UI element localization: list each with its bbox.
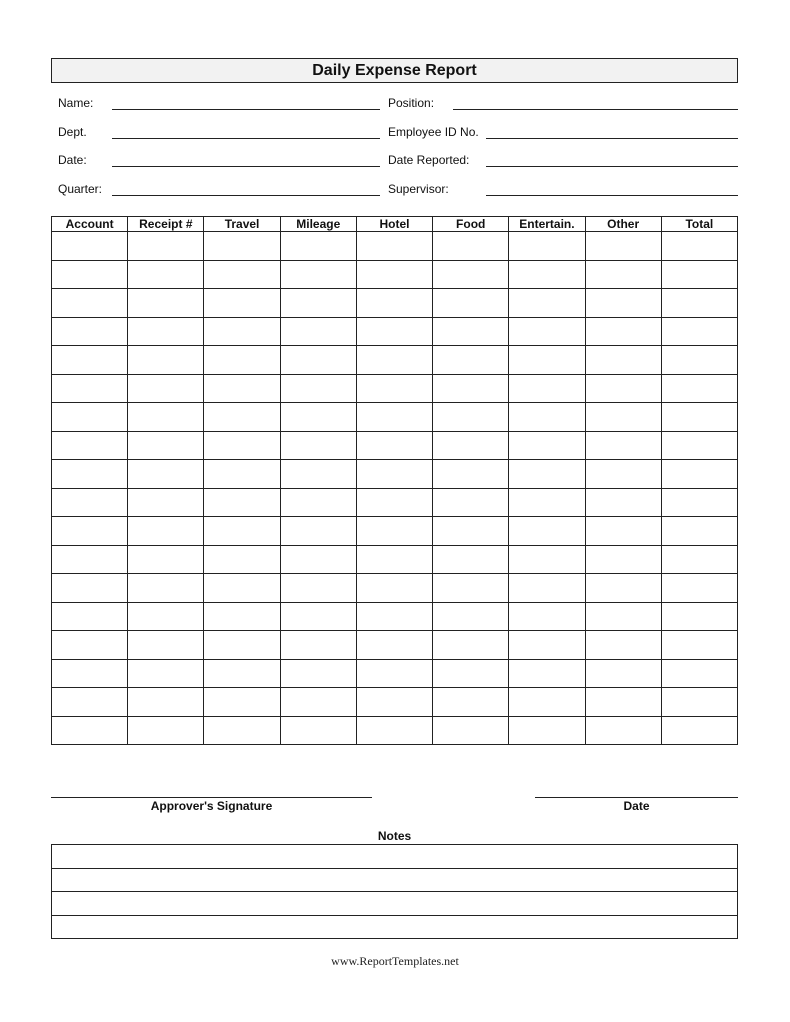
table-cell[interactable] (52, 716, 128, 745)
table-cell[interactable] (52, 659, 128, 688)
table-cell[interactable] (356, 488, 432, 517)
table-cell[interactable] (52, 517, 128, 546)
table-row (52, 716, 738, 745)
name-field[interactable] (112, 109, 380, 110)
table-cell[interactable] (280, 289, 356, 318)
table-cell[interactable] (585, 317, 661, 346)
notes-row (52, 845, 738, 869)
notes-line[interactable] (52, 868, 738, 892)
table-cell[interactable] (52, 574, 128, 603)
date-field[interactable] (112, 166, 380, 167)
table-cell[interactable] (52, 374, 128, 403)
table-cell[interactable] (356, 574, 432, 603)
table-cell[interactable] (585, 659, 661, 688)
dept-label: Dept. (58, 125, 87, 139)
table-cell[interactable] (661, 260, 737, 289)
table-cell[interactable] (433, 688, 509, 717)
table-cell[interactable] (356, 289, 432, 318)
table-cell[interactable] (280, 517, 356, 546)
notes-line[interactable] (52, 915, 738, 939)
table-row (52, 460, 738, 489)
table-cell[interactable] (356, 602, 432, 631)
table-cell[interactable] (661, 374, 737, 403)
notes-line[interactable] (52, 892, 738, 916)
supervisor-field[interactable] (486, 195, 738, 196)
table-cell[interactable] (280, 659, 356, 688)
table-row (52, 232, 738, 261)
table-cell[interactable] (128, 688, 204, 717)
table-cell[interactable] (433, 602, 509, 631)
table-cell[interactable] (661, 289, 737, 318)
table-cell[interactable] (128, 431, 204, 460)
name-label: Name: (58, 96, 94, 110)
table-cell[interactable] (204, 688, 280, 717)
table-cell[interactable] (356, 346, 432, 375)
table-cell[interactable] (204, 631, 280, 660)
signature-date-caption: Date (623, 799, 650, 813)
date-reported-label: Date Reported: (388, 153, 470, 167)
table-cell[interactable] (52, 403, 128, 432)
table-cell[interactable] (509, 374, 585, 403)
date-label: Date: (58, 153, 87, 167)
table-cell[interactable] (204, 716, 280, 745)
approver-signature-caption: Approver's Signature (150, 799, 273, 813)
expense-table (51, 216, 738, 745)
table-cell[interactable] (356, 631, 432, 660)
table-cell[interactable] (661, 403, 737, 432)
table-cell[interactable] (585, 545, 661, 574)
table-cell[interactable] (433, 431, 509, 460)
column-header: Receipt # (128, 217, 204, 232)
table-cell[interactable] (204, 659, 280, 688)
table-cell[interactable] (52, 631, 128, 660)
table-cell[interactable] (585, 631, 661, 660)
table-cell[interactable] (52, 317, 128, 346)
dept-field[interactable] (112, 138, 380, 139)
table-cell[interactable] (128, 374, 204, 403)
table-cell[interactable] (661, 431, 737, 460)
column-header: Account (52, 217, 128, 232)
table-cell[interactable] (280, 374, 356, 403)
notes-row (52, 915, 738, 939)
table-cell[interactable] (433, 574, 509, 603)
table-cell[interactable] (661, 688, 737, 717)
supervisor-label: Supervisor: (388, 182, 449, 196)
table-cell[interactable] (52, 460, 128, 489)
expense-header-row (52, 217, 738, 232)
table-cell[interactable] (52, 488, 128, 517)
table-cell[interactable] (585, 260, 661, 289)
table-cell[interactable] (661, 460, 737, 489)
table-cell[interactable] (356, 232, 432, 261)
quarter-field[interactable] (112, 195, 380, 196)
table-cell[interactable] (433, 716, 509, 745)
table-cell[interactable] (585, 431, 661, 460)
table-cell[interactable] (128, 517, 204, 546)
table-cell[interactable] (204, 289, 280, 318)
table-cell[interactable] (280, 232, 356, 261)
table-cell[interactable] (433, 317, 509, 346)
table-row (52, 317, 738, 346)
table-cell[interactable] (509, 403, 585, 432)
table-cell[interactable] (128, 289, 204, 318)
table-cell[interactable] (585, 232, 661, 261)
table-cell[interactable] (509, 688, 585, 717)
table-cell[interactable] (585, 403, 661, 432)
table-cell[interactable] (509, 716, 585, 745)
table-cell[interactable] (204, 431, 280, 460)
table-cell[interactable] (509, 260, 585, 289)
table-cell[interactable] (280, 317, 356, 346)
column-header: Mileage (280, 217, 356, 232)
table-cell[interactable] (204, 403, 280, 432)
table-cell[interactable] (356, 374, 432, 403)
table-cell[interactable] (204, 602, 280, 631)
table-cell[interactable] (585, 374, 661, 403)
table-cell[interactable] (661, 317, 737, 346)
notes-row (52, 892, 738, 916)
table-cell[interactable] (280, 403, 356, 432)
table-cell[interactable] (280, 260, 356, 289)
table-cell[interactable] (509, 488, 585, 517)
table-cell[interactable] (433, 260, 509, 289)
table-cell[interactable] (356, 260, 432, 289)
table-cell[interactable] (585, 602, 661, 631)
table-cell[interactable] (280, 574, 356, 603)
table-cell[interactable] (204, 460, 280, 489)
table-row (52, 574, 738, 603)
table-cell[interactable] (661, 716, 737, 745)
table-cell[interactable] (52, 260, 128, 289)
table-cell[interactable] (128, 659, 204, 688)
table-cell[interactable] (433, 488, 509, 517)
table-row (52, 260, 738, 289)
table-cell[interactable] (280, 602, 356, 631)
table-row (52, 517, 738, 546)
table-cell[interactable] (128, 403, 204, 432)
table-cell[interactable] (661, 602, 737, 631)
table-row (52, 374, 738, 403)
table-cell[interactable] (52, 602, 128, 631)
table-cell[interactable] (204, 346, 280, 375)
table-cell[interactable] (204, 317, 280, 346)
table-cell[interactable] (356, 688, 432, 717)
table-cell[interactable] (585, 517, 661, 546)
table-cell[interactable] (128, 317, 204, 346)
table-cell[interactable] (280, 545, 356, 574)
table-cell[interactable] (280, 488, 356, 517)
table-cell[interactable] (356, 517, 432, 546)
table-cell[interactable] (509, 460, 585, 489)
table-cell[interactable] (128, 602, 204, 631)
table-cell[interactable] (52, 232, 128, 261)
table-cell[interactable] (661, 232, 737, 261)
table-cell[interactable] (280, 688, 356, 717)
table-cell[interactable] (204, 232, 280, 261)
table-cell[interactable] (356, 317, 432, 346)
table-cell[interactable] (433, 460, 509, 489)
table-cell[interactable] (128, 488, 204, 517)
table-row (52, 403, 738, 432)
table-cell[interactable] (280, 346, 356, 375)
table-cell[interactable] (128, 716, 204, 745)
quarter-label: Quarter: (58, 182, 103, 196)
column-header: Total (661, 217, 737, 232)
table-cell[interactable] (585, 460, 661, 489)
table-cell[interactable] (661, 545, 737, 574)
column-header: Other (585, 217, 661, 232)
table-row (52, 602, 738, 631)
table-cell[interactable] (356, 431, 432, 460)
table-cell[interactable] (509, 232, 585, 261)
employee-id-label: Employee ID No. (388, 125, 479, 139)
table-cell[interactable] (204, 488, 280, 517)
notes-row (52, 868, 738, 892)
table-cell[interactable] (356, 716, 432, 745)
table-row (52, 488, 738, 517)
notes-title: Notes (377, 829, 412, 843)
table-cell[interactable] (128, 460, 204, 489)
table-cell[interactable] (509, 545, 585, 574)
table-cell[interactable] (509, 346, 585, 375)
table-cell[interactable] (509, 431, 585, 460)
date-reported-field[interactable] (486, 166, 738, 167)
table-cell[interactable] (128, 545, 204, 574)
table-cell[interactable] (509, 317, 585, 346)
table-cell[interactable] (280, 716, 356, 745)
table-cell[interactable] (585, 488, 661, 517)
table-cell[interactable] (204, 574, 280, 603)
table-cell[interactable] (204, 545, 280, 574)
column-header: Hotel (356, 217, 432, 232)
table-row (52, 289, 738, 318)
table-row (52, 545, 738, 574)
table-cell[interactable] (661, 631, 737, 660)
table-cell[interactable] (509, 574, 585, 603)
table-cell[interactable] (509, 631, 585, 660)
table-cell[interactable] (585, 688, 661, 717)
table-cell[interactable] (128, 232, 204, 261)
column-header: Travel (204, 217, 280, 232)
table-cell[interactable] (356, 460, 432, 489)
table-cell[interactable] (356, 545, 432, 574)
table-cell[interactable] (128, 346, 204, 375)
table-cell[interactable] (52, 688, 128, 717)
table-row (52, 688, 738, 717)
notes-line[interactable] (52, 845, 738, 869)
notes-table (51, 844, 738, 939)
table-cell[interactable] (128, 631, 204, 660)
table-cell[interactable] (509, 517, 585, 546)
table-cell[interactable] (280, 431, 356, 460)
table-cell[interactable] (661, 574, 737, 603)
table-cell[interactable] (52, 431, 128, 460)
table-cell[interactable] (661, 517, 737, 546)
approver-signature-line[interactable] (51, 797, 372, 798)
table-row (52, 431, 738, 460)
table-cell[interactable] (433, 289, 509, 318)
employee-id-field[interactable] (486, 138, 738, 139)
table-cell[interactable] (280, 631, 356, 660)
table-cell[interactable] (585, 716, 661, 745)
table-row (52, 659, 738, 688)
table-cell[interactable] (52, 346, 128, 375)
table-cell[interactable] (52, 289, 128, 318)
table-cell[interactable] (204, 374, 280, 403)
page-title: Daily Expense Report (51, 58, 738, 83)
table-cell[interactable] (585, 574, 661, 603)
table-cell[interactable] (280, 460, 356, 489)
table-cell[interactable] (585, 289, 661, 318)
table-cell[interactable] (661, 346, 737, 375)
signature-date-line[interactable] (535, 797, 738, 798)
table-cell[interactable] (356, 403, 432, 432)
table-cell[interactable] (52, 545, 128, 574)
table-cell[interactable] (433, 659, 509, 688)
footer-website: www.ReportTemplates.net (331, 954, 459, 968)
column-header: Food (433, 217, 509, 232)
table-cell[interactable] (661, 659, 737, 688)
table-cell[interactable] (356, 659, 432, 688)
table-cell[interactable] (661, 488, 737, 517)
position-label: Position: (388, 96, 435, 110)
table-cell[interactable] (128, 260, 204, 289)
table-cell[interactable] (433, 346, 509, 375)
table-row (52, 631, 738, 660)
table-cell[interactable] (433, 403, 509, 432)
table-cell[interactable] (433, 631, 509, 660)
position-field[interactable] (453, 109, 738, 110)
table-cell[interactable] (509, 602, 585, 631)
table-cell[interactable] (204, 517, 280, 546)
table-cell[interactable] (433, 517, 509, 546)
table-cell[interactable] (204, 260, 280, 289)
table-cell[interactable] (509, 659, 585, 688)
column-header: Entertain. (509, 217, 585, 232)
table-cell[interactable] (509, 289, 585, 318)
table-cell[interactable] (433, 374, 509, 403)
table-cell[interactable] (585, 346, 661, 375)
table-cell[interactable] (433, 232, 509, 261)
table-cell[interactable] (433, 545, 509, 574)
table-row (52, 346, 738, 375)
table-cell[interactable] (128, 574, 204, 603)
